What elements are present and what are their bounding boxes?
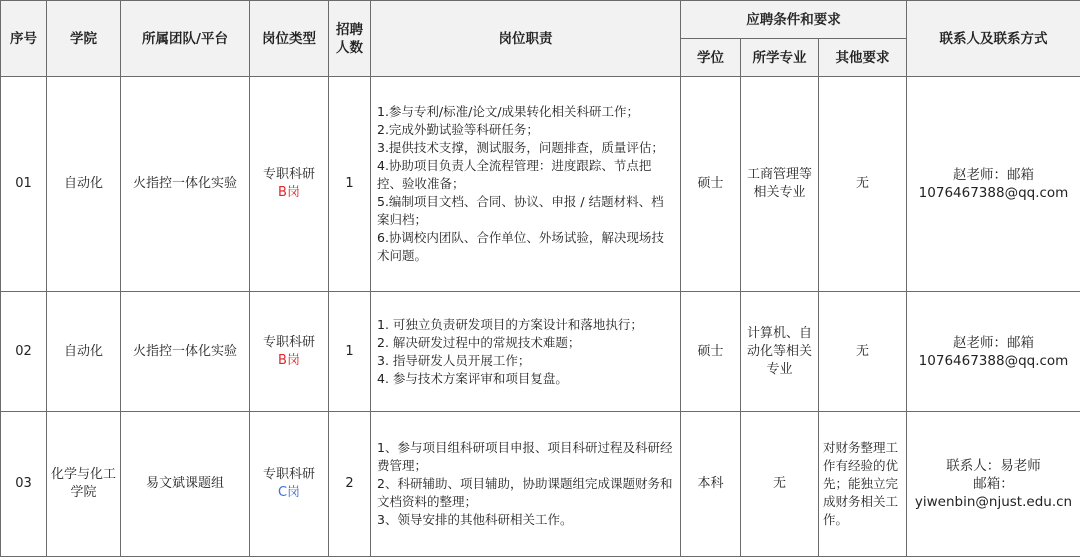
college-cell: 自动化	[47, 77, 121, 292]
degree-cell: 硕士	[681, 77, 741, 292]
header-contact: 联系人及联系方式	[907, 1, 1080, 77]
duty-item: 2. 解决研发过程中的常规技术难题；	[377, 334, 581, 350]
other-cell: 对财务整理工作有经验的优先；能独立完成财务相关工作。	[819, 412, 907, 557]
other-cell: 无	[819, 77, 907, 292]
duty-item: 6.协调校内团队、合作单位、外场试验，解决现场技术问题。	[377, 230, 664, 263]
header-requirements: 应聘条件和要求	[681, 1, 907, 39]
duty-item: 3. 指导研发人员开展工作；	[377, 352, 531, 368]
header-college: 学院	[47, 1, 121, 77]
post-type-cell	[250, 412, 329, 557]
seq-cell: 03	[1, 412, 47, 557]
duty-item: 3、领导安排的其他科研相关工作。	[377, 512, 573, 527]
contact-email: yiwenbin@njust.edu.cn	[914, 494, 1073, 510]
other-cell: 无	[819, 292, 907, 412]
duty-item: 5.编制项目文档、合同、协议、申报 / 结题材料、档案归档；	[377, 194, 664, 227]
college-cell: 化学与化工学院	[47, 412, 121, 557]
contact-name: 赵老师：邮箱	[953, 167, 1034, 183]
team-cell: 火指控一体化实验	[121, 292, 250, 412]
duties-cell	[371, 77, 681, 292]
count-cell: 1	[329, 77, 371, 292]
duty-item: 1、参与项目组科研项目申报、项目科研过程及科研经费管理；	[377, 440, 673, 473]
duty-item: 2、科研辅助、项目辅助，协助课题组完成课题财务和文档资料的整理；	[377, 476, 673, 509]
count-cell: 2	[329, 412, 371, 557]
header-recruit-count: 招聘人数	[329, 1, 371, 77]
duty-item: 2.完成外勤试验等科研任务；	[377, 122, 539, 137]
header-other: 其他要求	[819, 39, 907, 77]
header-post-type: 岗位类型	[250, 1, 329, 77]
header-seq: 序号	[1, 1, 47, 77]
seq-cell: 02	[1, 292, 47, 412]
post-level: B岗	[278, 185, 300, 200]
table-row	[1, 292, 1080, 412]
post-level: C岗	[277, 485, 301, 500]
post-type-cell	[250, 77, 329, 292]
table-row	[1, 412, 1080, 557]
post-type-cell	[250, 292, 329, 412]
major-cell: 无	[741, 412, 819, 557]
count-cell: 1	[329, 292, 371, 412]
header-major: 所学专业	[741, 39, 819, 77]
seq-cell: 01	[1, 77, 47, 292]
duty-item: 1. 可独立负责研发项目的方案设计和落地执行；	[377, 316, 643, 332]
contact-cell	[907, 77, 1080, 292]
contact-cell	[907, 292, 1080, 412]
team-cell: 易文斌课题组	[121, 412, 250, 557]
post-level: B岗	[278, 352, 300, 368]
post-type: 专职科研	[262, 334, 315, 350]
duty-item: 4.协助项目负责人全流程管理：进度跟踪、节点把控、验收准备；	[377, 158, 652, 191]
contact-cell	[907, 412, 1080, 557]
degree-cell: 硕士	[681, 292, 741, 412]
major-cell: 计算机、自动化等相关专业	[741, 292, 819, 412]
header-degree: 学位	[681, 39, 741, 77]
table-row	[1, 77, 1080, 292]
duties-cell	[371, 412, 681, 557]
contact-email: 1076467388@qq.com	[918, 352, 1069, 369]
team-cell: 火指控一体化实验	[121, 77, 250, 292]
contact-email: 1076467388@qq.com	[918, 185, 1069, 201]
post-type: 专职科研	[262, 167, 315, 182]
post-type: 专职科研	[262, 467, 315, 482]
contact-name: 赵老师：邮箱	[953, 334, 1034, 351]
duty-item: 3.提供技术支撑，测试服务，问题排查，质量评估；	[377, 140, 664, 155]
major-cell: 工商管理等相关专业	[741, 77, 819, 292]
header-team: 所属团队/平台	[121, 1, 250, 77]
contact-name: 联系人：易老师	[946, 458, 1041, 474]
header-duties: 岗位职责	[371, 1, 681, 77]
college-cell: 自动化	[47, 292, 121, 412]
degree-cell: 本科	[681, 412, 741, 557]
duty-item: 4. 参与技术方案评审和项目复盘。	[377, 370, 568, 386]
contact-email-label: 邮箱：	[973, 476, 1014, 492]
duties-cell	[371, 292, 681, 412]
duty-item: 1.参与专利/标准/论文/成果转化相关科研工作；	[377, 104, 640, 119]
